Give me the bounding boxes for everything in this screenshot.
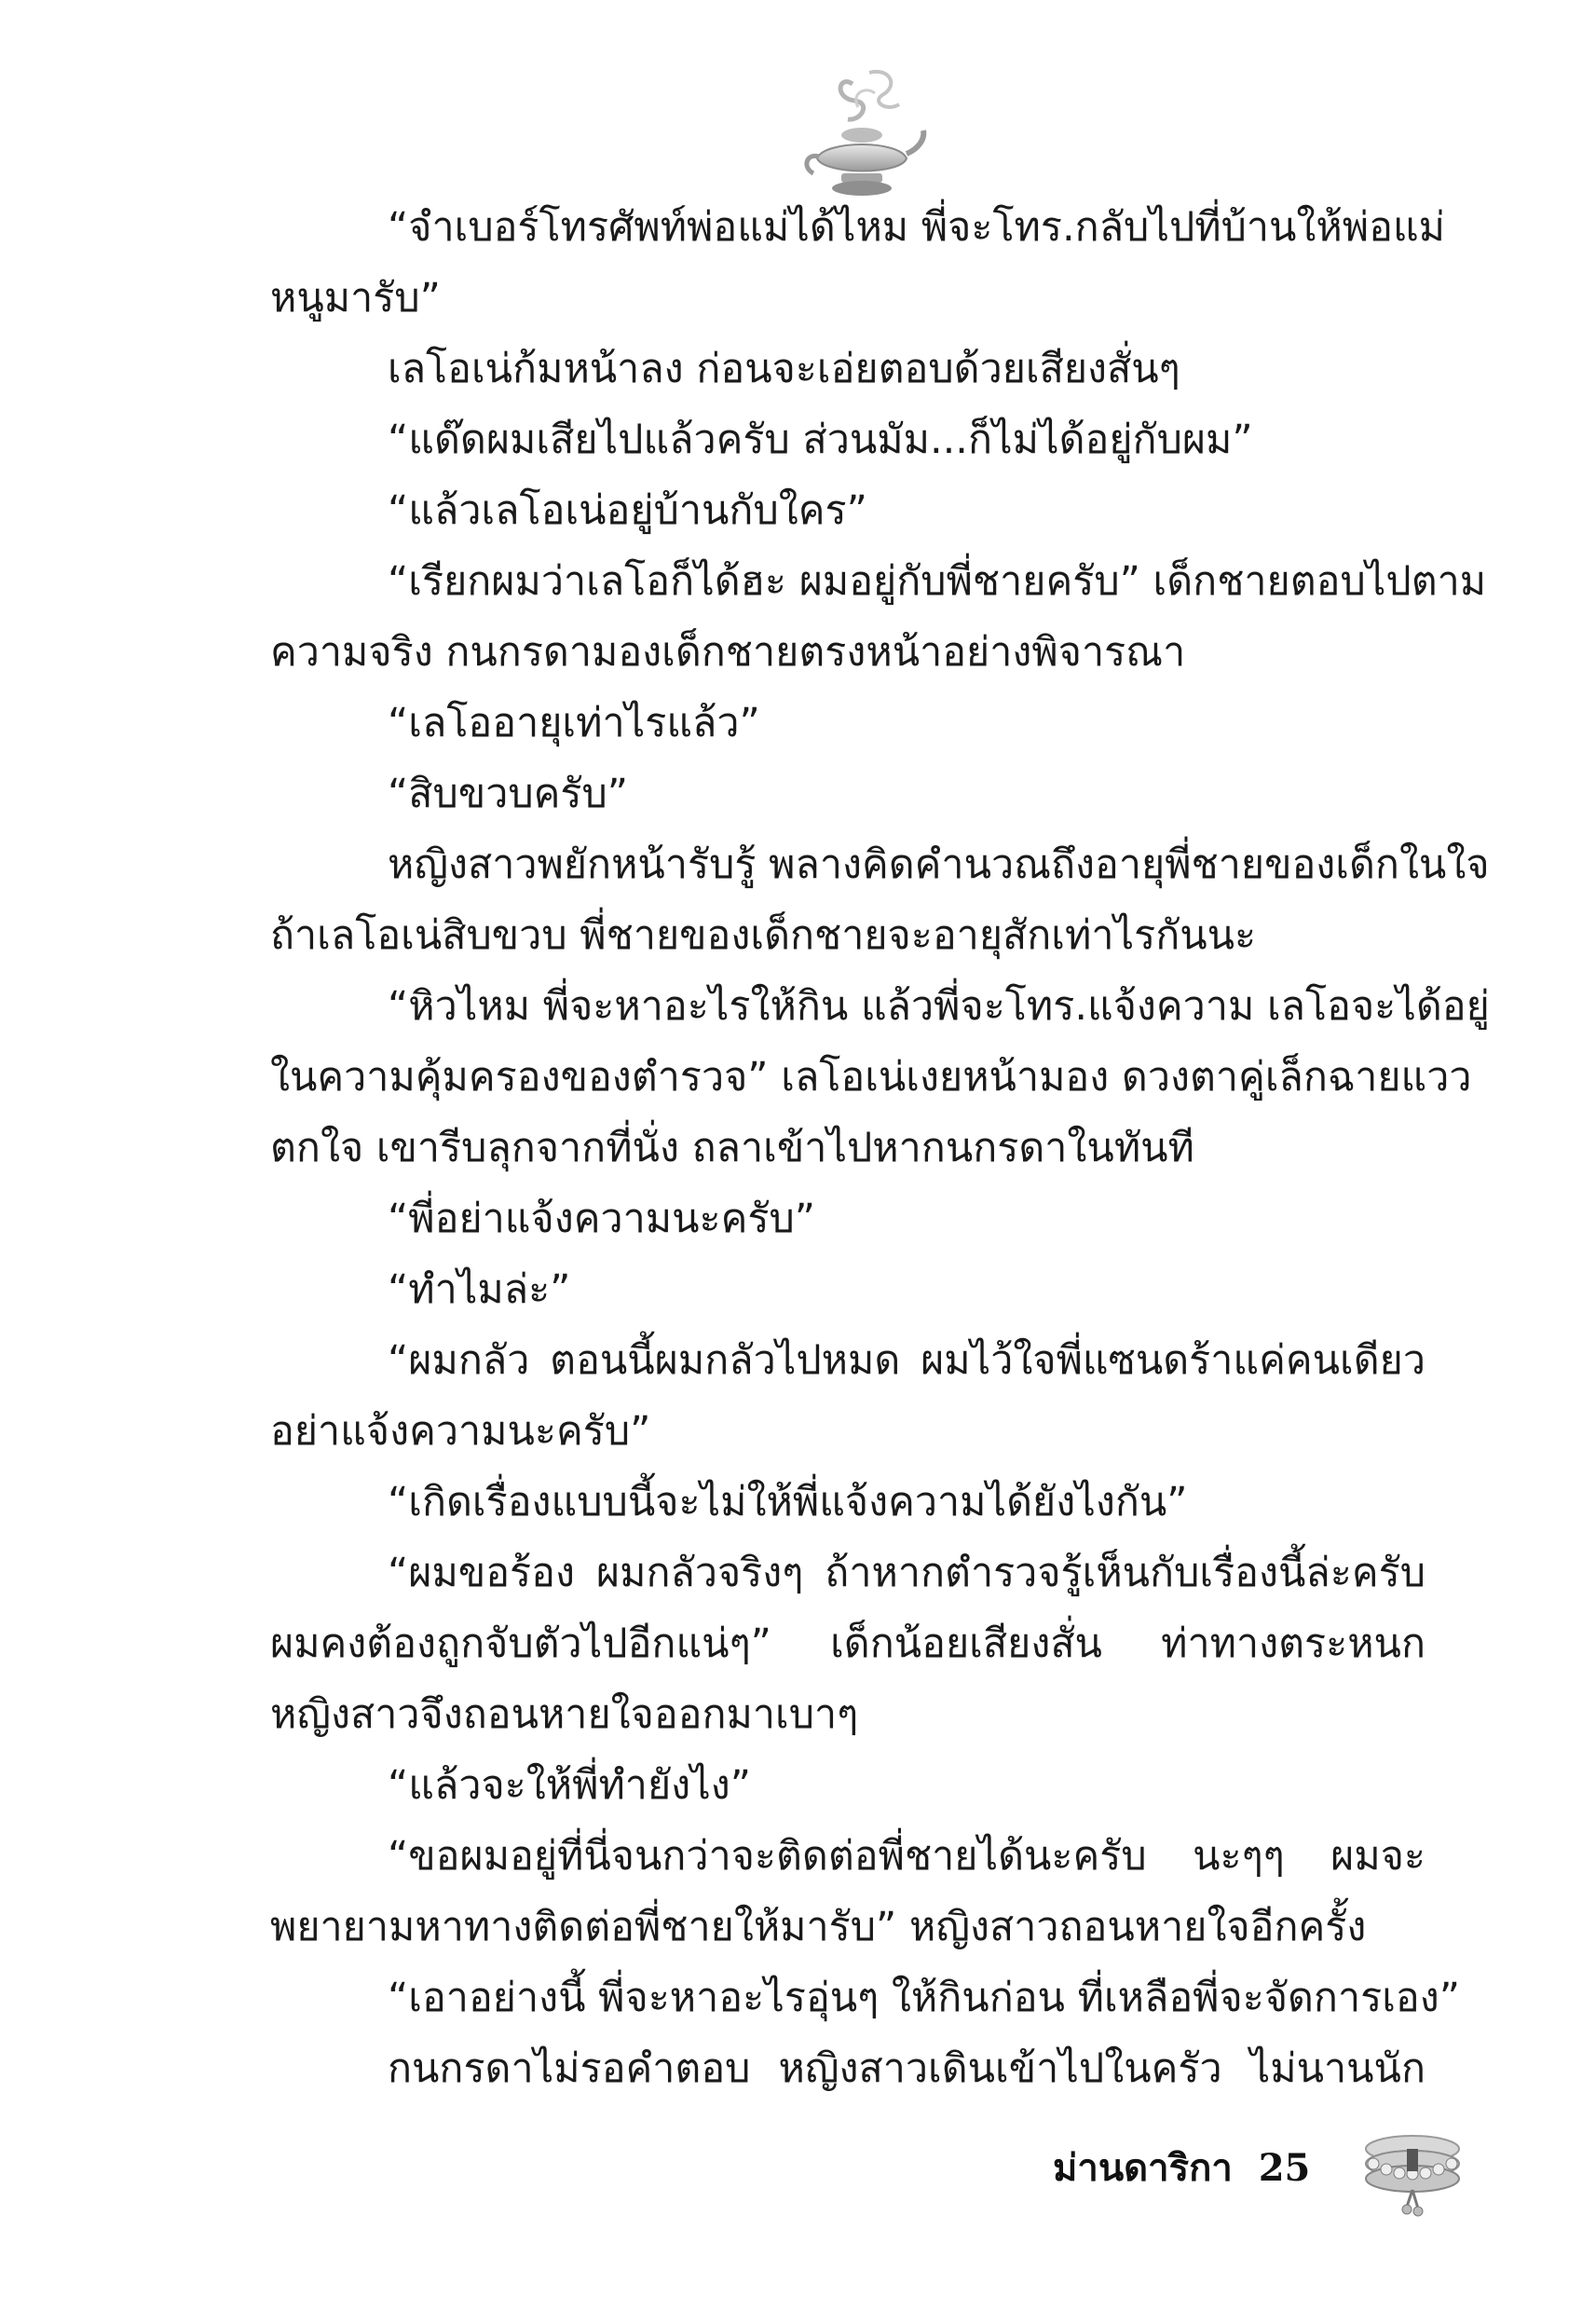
page-number: 25 (1258, 2146, 1311, 2190)
text-line: หญิงสาวพยักหน้ารับรู้ พลางคิดคำนวณถึงอายุพี่ชายของเด็กในใจ (388, 841, 1490, 888)
text-line: “แล้วเลโอเน่อยู่บ้านกับใคร” (388, 487, 867, 534)
text-line: “แล้วจะให้พี่ทำยังไง” (388, 1762, 752, 1809)
text-line: “สิบขวบครับ” (388, 771, 629, 817)
text-line: “เรียกผมว่าเลโอก็ได้ฮะ ผมอยู่กับพี่ชายครับ” เด็กชายตอบไปตาม (388, 558, 1487, 605)
text-line: ผมคงต้องถูกจับตัวไปอีกแน่ๆ” เด็กน้อยเสียงสั่น ท่าทางตระหนก (270, 1620, 1425, 1667)
book-title: ม่านดาริกา (1053, 2146, 1233, 2190)
text-line: “พี่อย่าแจ้งความนะครับ” (388, 1196, 816, 1242)
text-line: “เกิดเรื่องแบบนี้จะไม่ให้พี่แจ้งความได้ยังไงกัน” (388, 1479, 1188, 1525)
text-line: ตกใจ เขารีบลุกจากที่นั่ง ถลาเข้าไปหากนกรดาในทันที (270, 1125, 1194, 1171)
text-line: ในความคุ้มครองของตำรวจ” เลโอเน่เงยหน้ามอง ดวงตาคู่เล็กฉายแวว (270, 1054, 1472, 1101)
text-line: “หิวไหม พี่จะหาอะไรให้กิน แล้วพี่จะโทร.แจ้งความ เลโอจะได้อยู่ (388, 983, 1490, 1030)
text-line: อย่าแจ้งความนะครับ” (270, 1408, 651, 1455)
text-line: หญิงสาวจึงถอนหายใจออกมาเบาๆ (270, 1691, 859, 1738)
text-line: หนูมารับ” (270, 275, 441, 321)
text-line: “เลโออายุเท่าไรแล้ว” (388, 700, 760, 746)
text-line: “จำเบอร์โทรศัพท์พ่อแม่ได้ไหม พี่จะโทร.กลับไปที่บ้านให้พ่อแม่ (388, 204, 1446, 251)
text-line: “ขอผมอยู่ที่นี่จนกว่าจะติดต่อพี่ชายได้นะครับ นะๆๆ ผมจะ (388, 1833, 1425, 1880)
text-line: “ผมขอร้อง ผมกลัวจริงๆ ถ้าหากตำรวจรู้เห็นกับเรื่องนี้ล่ะครับ (388, 1550, 1425, 1596)
text-line: ความจริง กนกรดามองเด็กชายตรงหน้าอย่างพิจารณา (270, 629, 1186, 676)
magic-lamp-icon (797, 65, 927, 205)
page-footer (1053, 2136, 1323, 2201)
text-line: “แด๊ดผมเสียไปแล้วครับ ส่วนมัม...ก็ไม่ได้อยู่กับผม” (388, 417, 1253, 463)
bead-bracelet-icon (1360, 2117, 1465, 2220)
text-line: “เอาอย่างนี้ พี่จะหาอะไรอุ่นๆ ให้กินก่อน ที่เหลือพี่จะจัดการเอง” (388, 1975, 1461, 2021)
text-line: “ทำไมล่ะ” (388, 1266, 571, 1313)
text-line: “ผมกลัว ตอนนี้ผมกลัวไปหมด ผมไว้ใจพี่แซนดร้าแค่คนเดียว (388, 1337, 1425, 1384)
text-line: กนกรดาไม่รอคำตอบ หญิงสาวเดินเข้าไปในครัว ไม่นานนัก (388, 2045, 1425, 2092)
text-line: พยายามหาทางติดต่อพี่ชายให้มารับ” หญิงสาวถอนหายใจอีกครั้ง (270, 1904, 1367, 1950)
text-line: เลโอเน่ก้มหน้าลง ก่อนจะเอ่ยตอบด้วยเสียงสั่นๆ (388, 346, 1180, 392)
body-text (270, 192, 1490, 2104)
text-line: ถ้าเลโอเน่สิบขวบ พี่ชายของเด็กชายจะอายุสักเท่าไรกันนะ (270, 912, 1257, 959)
